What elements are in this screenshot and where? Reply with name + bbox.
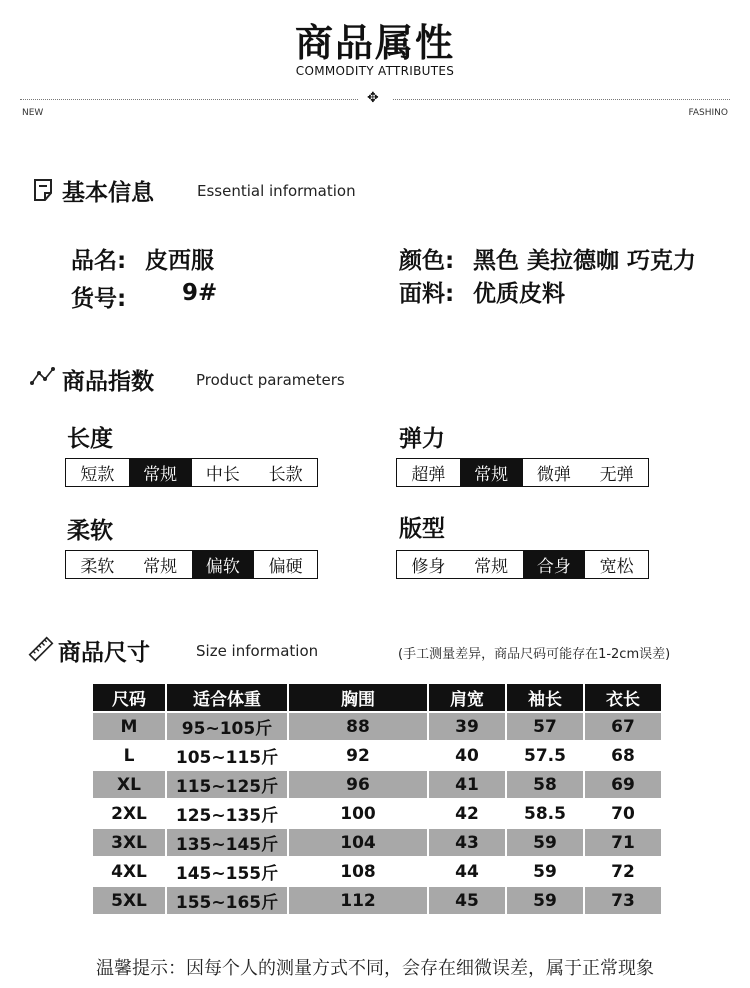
color-label: 颜色: xyxy=(399,248,455,274)
params-section-title-en: Product parameters xyxy=(196,371,345,389)
footer-tip: 温馨提示：因每个人的测量方式不同，会存在细微误差，属于正常现象 xyxy=(96,958,654,979)
size-cell: 69 xyxy=(584,770,662,799)
name-label: 品名: xyxy=(71,248,127,274)
size-cell: 71 xyxy=(584,828,662,857)
size-cell: 58 xyxy=(506,770,584,799)
param-softness-label: 柔软 xyxy=(67,518,113,544)
param-option: 修身 xyxy=(411,557,446,577)
size-cell: 108 xyxy=(288,857,428,886)
param-softness-options xyxy=(65,550,318,579)
size-cell: 145~155斤 xyxy=(166,857,288,886)
size-cell: 95~105斤 xyxy=(166,712,288,741)
size-cell: 68 xyxy=(584,741,662,770)
size-cell: 92 xyxy=(288,741,428,770)
size-cell: 44 xyxy=(428,857,506,886)
size-cell: 42 xyxy=(428,799,506,828)
trend-line-icon xyxy=(30,366,56,386)
size-cell: 39 xyxy=(428,712,506,741)
size-cell: 135~145斤 xyxy=(166,828,288,857)
size-cell: 88 xyxy=(288,712,428,741)
param-option: 短款 xyxy=(80,465,115,485)
size-cell: 58.5 xyxy=(506,799,584,828)
table-row xyxy=(92,799,662,828)
size-cell: 4XL xyxy=(92,857,166,886)
size-cell: 155~165斤 xyxy=(166,886,288,915)
size-cell: 5XL xyxy=(92,886,166,915)
table-row xyxy=(92,770,662,799)
size-table xyxy=(91,682,663,916)
tag-new: NEW xyxy=(22,108,44,118)
param-elasticity-label: 弹力 xyxy=(399,426,445,452)
size-cell: 96 xyxy=(288,770,428,799)
param-option: 中长 xyxy=(205,465,240,485)
table-row xyxy=(92,712,662,741)
param-length-options xyxy=(65,458,318,487)
basic-section-title-en: Essential information xyxy=(197,182,356,200)
size-cell: L xyxy=(92,741,166,770)
param-option: 常规 xyxy=(143,557,178,577)
color-value: 黑色 美拉德咖 巧克力 xyxy=(473,248,697,274)
size-cell: 2XL xyxy=(92,799,166,828)
size-header-cell: 胸围 xyxy=(288,683,428,712)
param-option: 偏硬 xyxy=(268,557,303,577)
param-option: 常规 xyxy=(474,557,509,577)
size-note: (手工测量差异，商品尺码可能存在1-2cm误差) xyxy=(398,647,671,662)
tag-fashino: FASHINO xyxy=(688,108,728,118)
size-cell: XL xyxy=(92,770,166,799)
param-fit-options xyxy=(396,550,649,579)
param-option: 超弹 xyxy=(411,465,446,485)
size-cell: 100 xyxy=(288,799,428,828)
size-cell: 105~115斤 xyxy=(166,741,288,770)
divider-right xyxy=(393,99,730,100)
page-title: 商品属性 xyxy=(294,21,455,65)
param-fit-label: 版型 xyxy=(399,516,445,542)
param-option: 无弹 xyxy=(599,465,634,485)
table-row xyxy=(92,828,662,857)
size-section-title: 商品尺寸 xyxy=(58,640,150,666)
param-option-selected: 偏软 xyxy=(192,551,255,578)
size-header-cell: 适合体重 xyxy=(166,683,288,712)
fabric-label: 面料: xyxy=(399,281,455,307)
size-cell: 40 xyxy=(428,741,506,770)
size-header-cell: 袖长 xyxy=(506,683,584,712)
size-cell: 45 xyxy=(428,886,506,915)
size-header-cell: 衣长 xyxy=(584,683,662,712)
param-option-selected: 常规 xyxy=(129,459,192,486)
param-option: 长款 xyxy=(268,465,303,485)
param-option: 微弹 xyxy=(536,465,571,485)
cross-ornament-icon: ✥ xyxy=(367,90,379,106)
size-cell: 57 xyxy=(506,712,584,741)
size-cell: 72 xyxy=(584,857,662,886)
size-section-title-en: Size information xyxy=(196,642,319,660)
sku-value: 9# xyxy=(182,280,218,306)
size-header-cell: 尺码 xyxy=(92,683,166,712)
size-cell: 59 xyxy=(506,857,584,886)
size-cell: 70 xyxy=(584,799,662,828)
document-icon xyxy=(33,178,55,202)
table-row xyxy=(92,741,662,770)
table-row xyxy=(92,857,662,886)
ruler-icon xyxy=(28,636,54,662)
param-length-label: 长度 xyxy=(67,426,113,452)
size-cell: 73 xyxy=(584,886,662,915)
fabric-value: 优质皮料 xyxy=(473,281,565,307)
sku-label: 货号: xyxy=(71,286,127,312)
size-cell: 59 xyxy=(506,828,584,857)
divider-left xyxy=(20,99,358,100)
param-option: 柔软 xyxy=(80,557,115,577)
size-cell: 104 xyxy=(288,828,428,857)
size-cell: 57.5 xyxy=(506,741,584,770)
params-section-title: 商品指数 xyxy=(62,369,154,395)
table-row xyxy=(92,886,662,915)
size-cell: M xyxy=(92,712,166,741)
size-cell: 59 xyxy=(506,886,584,915)
size-header-cell: 肩宽 xyxy=(428,683,506,712)
page-subtitle: COMMODITY ATTRIBUTES xyxy=(295,64,455,78)
param-elasticity-options xyxy=(396,458,649,487)
param-option-selected: 合身 xyxy=(523,551,586,578)
param-option: 宽松 xyxy=(599,557,634,577)
basic-section-title: 基本信息 xyxy=(62,180,154,206)
size-cell: 43 xyxy=(428,828,506,857)
size-cell: 112 xyxy=(288,886,428,915)
size-cell: 41 xyxy=(428,770,506,799)
param-option-selected: 常规 xyxy=(460,459,523,486)
size-cell: 115~125斤 xyxy=(166,770,288,799)
size-cell: 3XL xyxy=(92,828,166,857)
name-value: 皮西服 xyxy=(145,248,214,274)
size-cell: 67 xyxy=(584,712,662,741)
size-cell: 125~135斤 xyxy=(166,799,288,828)
